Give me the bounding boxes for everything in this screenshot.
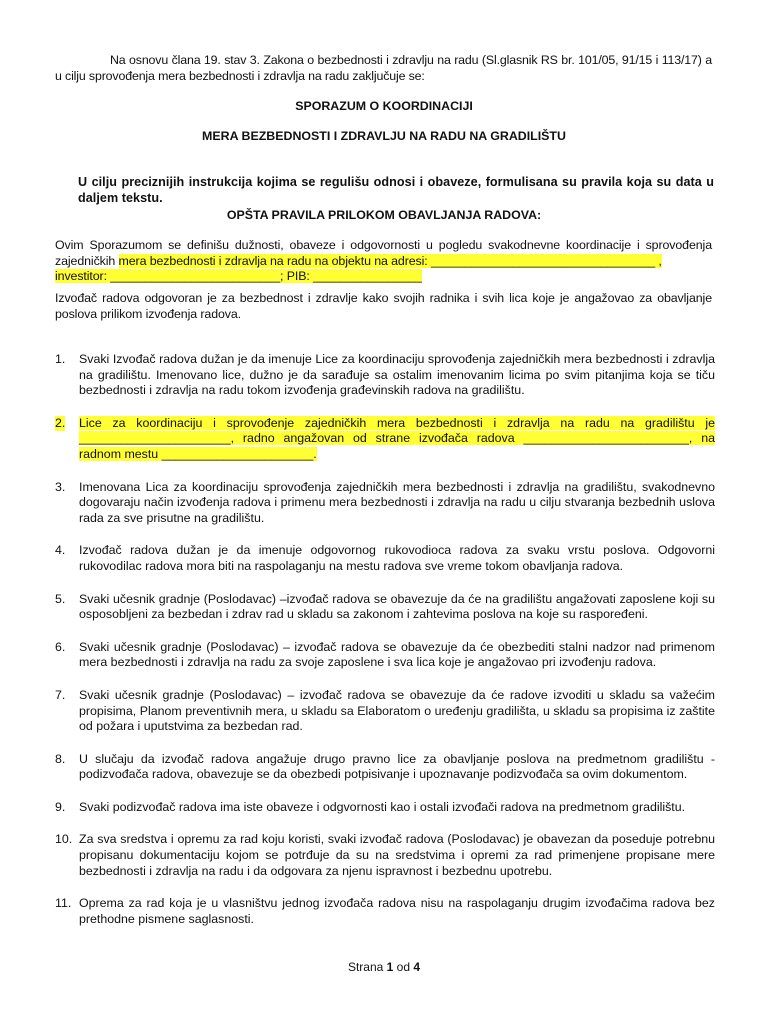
list-item	[55, 896, 715, 927]
list-item	[55, 832, 715, 879]
section-heading: OPŠTA PRAVILA PRILOKOM OBAVLJANJA RADOVA:	[226, 208, 542, 222]
document-title: SPORAZUM O KOORDINACIJI	[295, 99, 473, 113]
list-item	[55, 800, 715, 816]
list-item-number: 3.	[55, 479, 66, 494]
list-item-text: Svaki učesnik gradnje (Poslodavac) – izvođač radova se obavezuje da će obezbediti stalni nadzor nad primenom mera bezbednosti i zdravlja na radu za svoje zaposlene i sva lica koje je angažovao pri izvođenju radova.	[79, 639, 715, 670]
list-item-number: 5.	[55, 591, 66, 606]
footer-total-pages: 4	[413, 960, 421, 974]
list-item-text: Izvođač radova dužan je da imenuje odgovornog rukovodioca radova za svaku vrstu poslova. Odgovorni rukovodilac radova mora biti na raspolaganju na mestu radova sve vreme tokom obavljanja radova.	[79, 543, 715, 573]
rules-list	[55, 352, 715, 944]
list-item-number: 6.	[55, 639, 66, 654]
list-item-number: 7.	[55, 687, 66, 702]
list-item	[55, 752, 715, 783]
list-item-number: 4.	[55, 543, 66, 558]
list-item-number: 1.	[55, 352, 66, 366]
definition-text: Ovim Sporazumom se definišu dužnosti, obaveze i odgovornosti u pogledu svakodnevne koordinacije i sprovođenja zajedničkih	[55, 238, 712, 268]
list-item	[55, 543, 715, 574]
footer-prefix: Strana	[347, 960, 387, 974]
footer-mid: od	[393, 960, 414, 974]
list-item	[55, 688, 715, 735]
footer-page-number: 1	[386, 960, 394, 974]
investor-pib-field: investitor: _________________________; PIB: ________________	[55, 269, 422, 284]
list-item	[55, 640, 715, 671]
list-item-text: Svaki učesnik gradnje (Poslodavac) – izvođač radova se obavezuje da će radove izvoditi u skladu sa važećim propisima, Planom preventivnih mera, u skladu sa Elaboratom o uređenju gradilišta, u skladu sa propisima iz zaštite od požara i uputstvima za bezbedan rad.	[79, 687, 715, 734]
list-item-text: Imenovana Lica za koordinaciju sprovođenja zajedničkih mera bezbednosti i zdravlja na gradilištu, svakodnevno dogovaraju način izvođenja radova i primenu mera bezbednosti i zdravlja na radu u cilju stvaranja bezbednih uslova rada za sve prisutne na gradilištu.	[79, 479, 715, 525]
list-item-text: U slučaju da izvođač radova angažuje drugo pravno lice za obavljanje poslova na predmetnom gradilištu - podizvođača radova, obavezuje se da obezbedi potpisivanje i upoznavanje podizvođača sa ovim dokumentom.	[79, 751, 715, 782]
document-subtitle-title: MERA BEZBEDNOSTI I ZDRAVLJU NA RADU NA GRADILIŠTU	[202, 129, 566, 143]
list-item-number: 2.	[55, 415, 66, 430]
page-footer	[0, 960, 768, 976]
list-item-text: Za sva sredstva i opremu za rad koju koristi, svaki izvođač radova (Poslodavac) je obavezan da poseduje potrebnu propisanu dokumentaciju kojom se potrđuje da su na sredstvima i opremi za rad primenjene propisane mere bezbednosti i zdravlja na radu i da odgovara za njenu ispravnost i bezbednu upotrebu.	[79, 832, 715, 878]
list-item-text: Svaki Izvođač radova dužan je da imenuje Lice za koordinaciju sprovođenja zajedničkih mera bezbednosti i zdravlja na gradilištu. Imenovano lice, dužno je da sarađuje sa ostalim imenovanim licima po svim pitanjima koja se tiču bezbednosti i zdravlja na radu tokom izvođenja građevinskih radova na gradilištu.	[79, 352, 715, 398]
list-item-text: Lice za koordinaciju i sprovođenje zajedničkih mera bezbednosti i zdravlja na radu na gradilištu je ______________________, radno angažovan od strane izvođača radova ________________________, na radnom mestu ______________________.	[79, 415, 715, 461]
list-item	[55, 480, 715, 527]
list-item-number: 11.	[55, 896, 72, 911]
intro-paragraph: Na osnovu člana 19. stav 3. Zakona o bezbednosti i zdravlju na radu (Sl.glasnik RS br. 101/05, 91/15 i 113/17) a u cilju sprovođenja mera bezbednosti i zdravlja na radu zaključuje se:	[55, 53, 712, 83]
list-item-text: Svaki učesnik gradnje (Poslodavac) –izvođač radova se obavezuje da će na gradilištu angažovati zaposlene koji su osposobljeni za bezbedan i zdrav rad u skladu sa zakonom i zahtevima poslova na koje su raspoređeni.	[79, 591, 715, 622]
list-item	[55, 416, 715, 463]
list-item	[55, 592, 715, 623]
list-item-text: Oprema za rad koja je u vlasništvu jednog izvođača radova nisu na raspolaganju drugim izvođačima radova bez prethodne pismene saglasnosti.	[79, 896, 715, 926]
list-item-text: Svaki podizvođač radova ima iste obaveze i odgvornosti kao i ostali izvođači radova na predmetnom gradilištu.	[79, 799, 686, 814]
definition-paragraph	[55, 238, 712, 285]
address-field: mera bezbednosti i zdravlja na radu na objektu na adresi: _________________________________ ,	[118, 253, 662, 268]
instruction-note: U cilju preciznijih instrukcija kojima se regulišu odnosi i obaveze, formulisana su pravila koja su data u daljem tekstu.	[78, 175, 714, 205]
list-item	[55, 352, 715, 399]
list-item-number: 10.	[55, 832, 73, 847]
list-item-number: 8.	[55, 751, 66, 766]
contractor-responsibility-paragraph: Izvođač radova odgovoran je za bezbednost i zdravlje kako svojih radnika i svih lica koje je angažovao za obavljanje poslova prilikom izvođenja radova.	[55, 291, 712, 321]
list-item-number: 9.	[55, 799, 66, 814]
